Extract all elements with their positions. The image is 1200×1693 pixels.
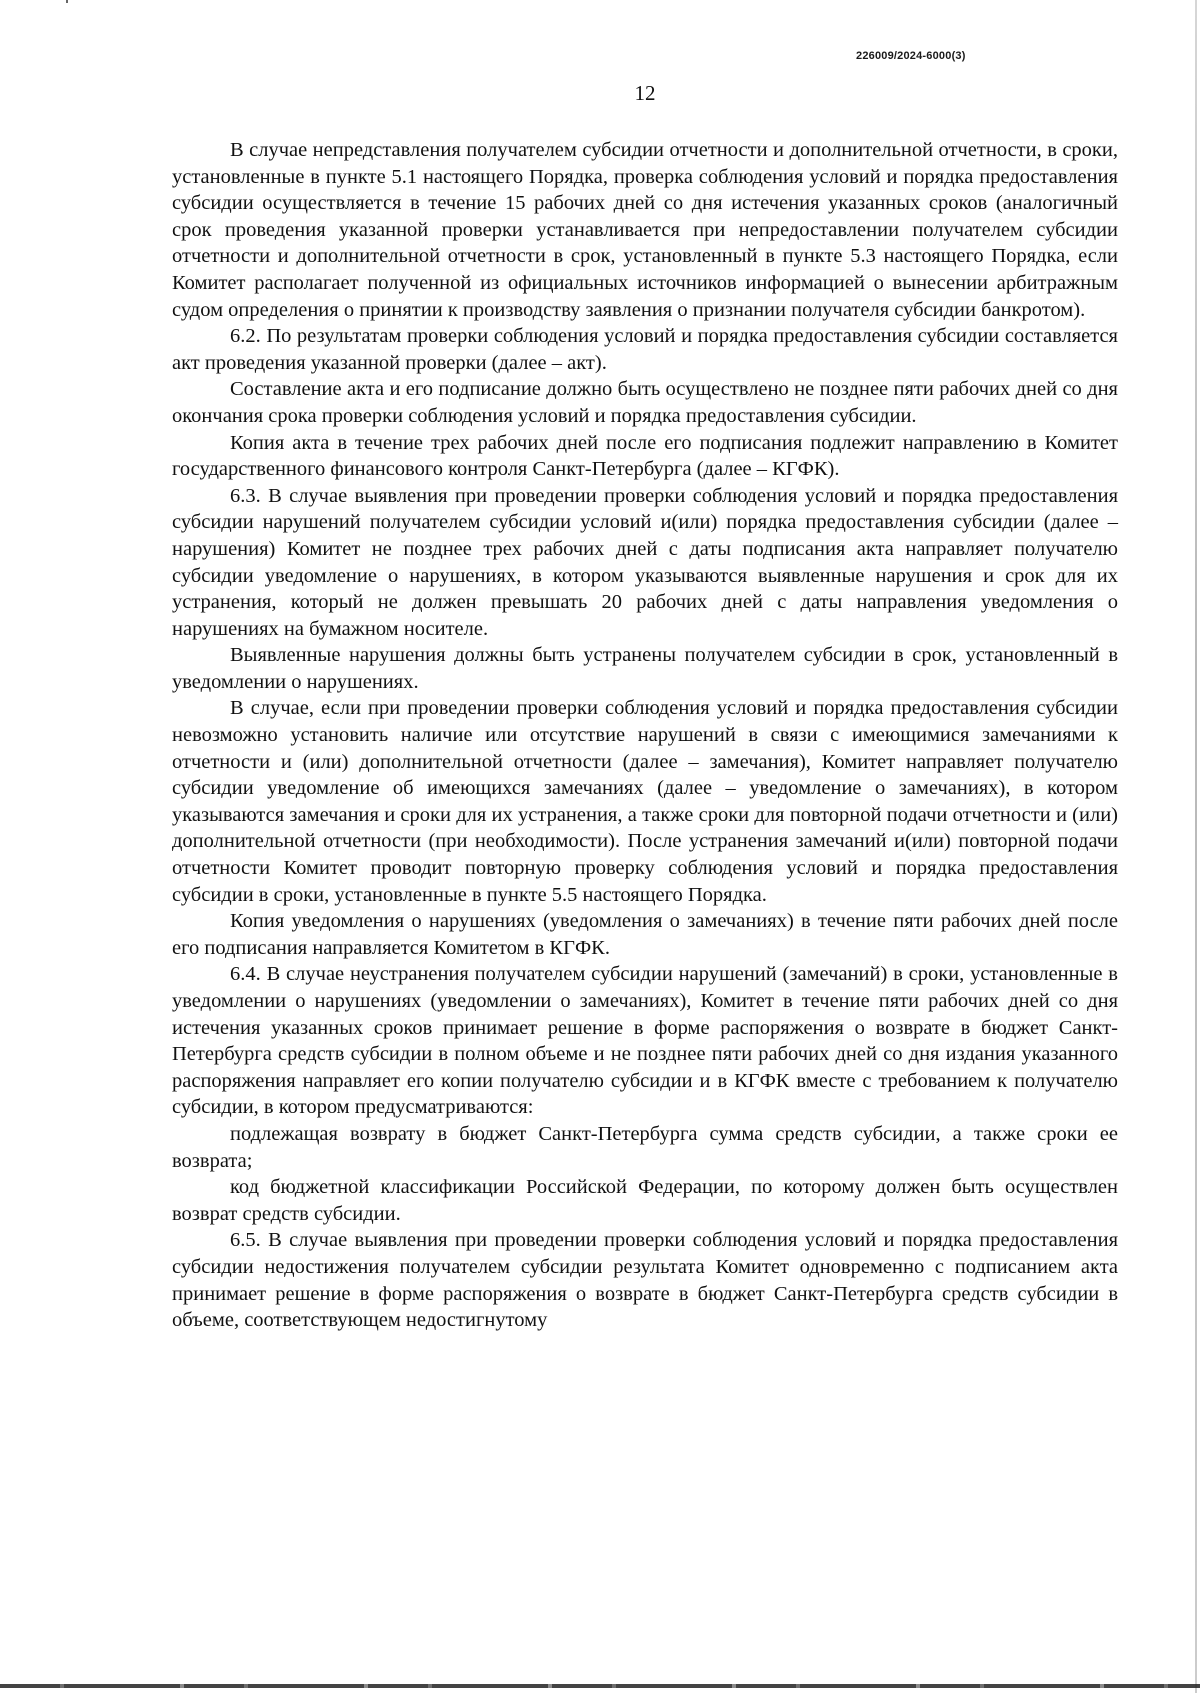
paragraph: Выявленные нарушения должны быть устранены получателем субсидии в срок, установленный в уведомлении о нарушениях. [172, 644, 1118, 693]
scan-edge-right [1195, 0, 1197, 1693]
paragraph: В случае непредставления получателем субсидии отчетности и дополнительной отчетности, в сроки, установленные в пункте 5.1 настоящего Порядка, проверка соблюдения условий и порядка предоставления субсидии осуществляется в течение 15 рабочих дней со дня истечения указанных сроков (аналогичный срок проведения указанной проверки устанавливается при непредоставлении получателем субсидии отчетности и дополнительной отчетности в срок, установленный в пункте 5.3 настоящего Порядка, если Комитет располагает полученной из официальных источников информацией о вынесении арбитражным судом определения о принятии к производству заявления о признании получателя субсидии банкротом). [172, 139, 1118, 321]
paragraph: 6.3. В случае выявления при проведении проверки соблюдения условий и порядка предоставления субсидии нарушений получателем субсидии условий и(или) порядка предоставления субсидии (далее – нарушения) Комитет не позднее трех рабочих дней с даты подписания акта направляет получателю субсидии уведомление о нарушениях, в котором указываются выявленные нарушения и срок для их устранения, который не должен превышать 20 рабочих дней с даты направления уведомления о нарушениях на бумажном носителе. [172, 484, 1118, 640]
paragraph: 6.4. В случае неустранения получателем субсидии нарушений (замечаний) в сроки, установленные в уведомлении о нарушениях (уведомлении о замечаниях), Комитет в течение пяти рабочих дней со дня истечения указанных сроков принимает решение в форме распоряжения о возврате в бюджет Санкт-Петербурга средств субсидии в полном объеме и не позднее пяти рабочих дней со дня издания указанного распоряжения направляет его копии получателю субсидии и в КГФК вместе с требованием к получателю субсидии, в котором предусматриваются: [172, 963, 1118, 1119]
paragraph: Копия уведомления о нарушениях (уведомления о замечаниях) в течение пяти рабочих дней после его подписания направляется Комитетом в КГФК. [172, 910, 1118, 959]
page-number: 12 [634, 81, 656, 105]
paragraph: код бюджетной классификации Российской Федерации, по которому должен быть осуществлен возврат средств субсидии. [172, 1176, 1118, 1225]
paragraph: В случае, если при проведении проверки соблюдения условий и порядка предоставления субсидии невозможно установить наличие или отсутствие нарушений в связи с имеющимися замечаниями к отчетности и (или) дополнительной отчетности (далее – замечания), Комитет направляет получателю субсидии уведомление об имеющихся замечаниях (далее – уведомление о замечаниях), в котором указываются замечания и сроки для их устранения, а также сроки для повторной подачи отчетности и (или) дополнительной отчетности (при необходимости). После устранения замечаний и(или) повторной подачи отчетности Комитет проводит повторную проверку соблюдения условий и порядка предоставления субсидии в сроки, установленные в пункте 5.5 настоящего Порядка. [172, 697, 1118, 906]
paragraph: Составление акта и его подписание должно быть осуществлено не позднее пяти рабочих дней со дня окончания срока проверки соблюдения условий и порядка предоставления субсидии. [172, 378, 1118, 427]
paragraph: 6.2. По результатам проверки соблюдения условий и порядка предоставления субсидии составляется акт проведения указанной проверки (далее – акт). [172, 325, 1118, 374]
document-body [172, 137, 1118, 1334]
paragraph: Копия акта в течение трех рабочих дней после его подписания подлежит направлению в Комитет государственного финансового контроля Санкт-Петербурга (далее – КГФК). [172, 431, 1118, 481]
scan-edge-bottom [0, 1684, 1200, 1688]
paragraph: 6.5. В случае выявления при проведении проверки соблюдения условий и порядка предоставления субсидии недостижения получателем субсидии результата Комитет одновременно с подписанием акта принимает решение в форме распоряжения о возврате в бюджет Санкт-Петербурга средств субсидии в объеме, соответствующем недостигнутому [172, 1229, 1118, 1332]
scan-artifact [66, 0, 68, 3]
paragraph: подлежащая возврату в бюджет Санкт-Петербурга сумма средств субсидии, а также сроки ее возврата; [172, 1122, 1118, 1172]
document-registration-number: 226009/2024-6000(3) [856, 50, 966, 62]
